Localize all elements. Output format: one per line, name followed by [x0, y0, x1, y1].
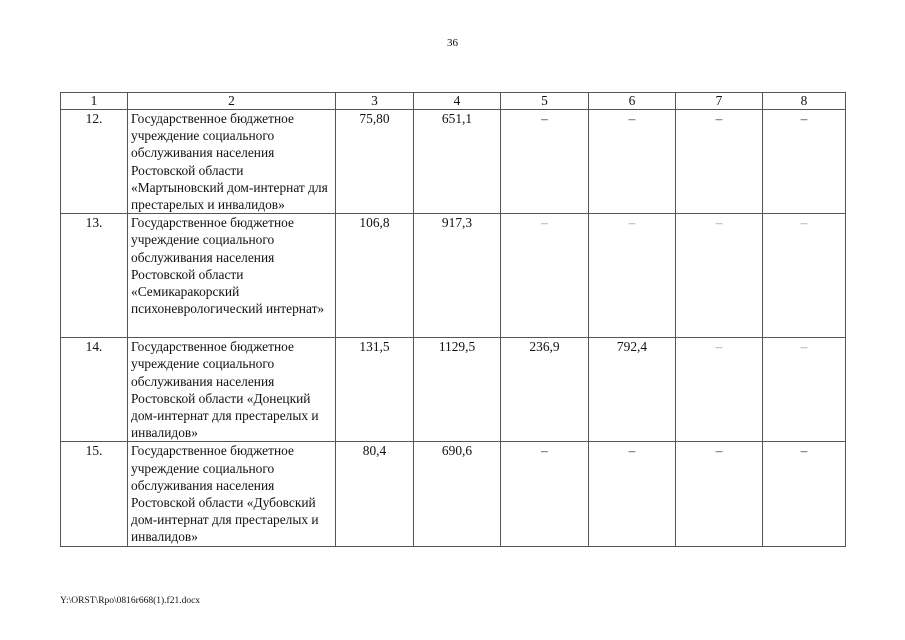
table-row: [61, 338, 846, 442]
column-header: 2: [128, 93, 336, 110]
cell-col6: –: [589, 214, 676, 338]
cell-col4: 690,6: [414, 442, 501, 547]
table-header-row: [61, 93, 846, 110]
cell-col3: 106,8: [336, 214, 414, 338]
column-header: 7: [676, 93, 763, 110]
cell-col8: –: [763, 110, 846, 214]
column-header: 4: [414, 93, 501, 110]
row-number: 14.: [61, 338, 128, 442]
cell-col8: –: [763, 214, 846, 338]
cell-col8: –: [763, 442, 846, 547]
cell-col5: –: [501, 110, 589, 214]
table-row: [61, 214, 846, 338]
cell-col3: 75,80: [336, 110, 414, 214]
page-number: 36: [447, 37, 458, 49]
cell-col5: –: [501, 442, 589, 547]
column-header: 8: [763, 93, 846, 110]
data-table: [60, 92, 846, 547]
cell-col8: –: [763, 338, 846, 442]
cell-col4: 917,3: [414, 214, 501, 338]
institution-name: Государственное бюджетное учреждение социального обслуживания населения Ростовской области «Мартыновский дом-интернат для престарелых и инвалидов»: [128, 110, 336, 214]
table-row: [61, 442, 846, 547]
row-number: 15.: [61, 442, 128, 547]
cell-col5: 236,9: [501, 338, 589, 442]
cell-col5: –: [501, 214, 589, 338]
row-number: 12.: [61, 110, 128, 214]
column-header: 3: [336, 93, 414, 110]
cell-col3: 131,5: [336, 338, 414, 442]
institution-name: Государственное бюджетное учреждение социального обслуживания населения Ростовской области «Дубовский дом-интернат для престарелых и инвалидов»: [128, 442, 336, 547]
cell-col7: –: [676, 110, 763, 214]
cell-col4: 651,1: [414, 110, 501, 214]
cell-col6: 792,4: [589, 338, 676, 442]
cell-col3: 80,4: [336, 442, 414, 547]
cell-col6: –: [589, 442, 676, 547]
row-number: 13.: [61, 214, 128, 338]
footer-file-path: Y:\ORST\Rpo\0816r668(1).f21.docx: [60, 596, 201, 606]
cell-col7: –: [676, 442, 763, 547]
cell-col6: –: [589, 110, 676, 214]
table-row: [61, 110, 846, 214]
institution-name: Государственное бюджетное учреждение социального обслуживания населения Ростовской области «Донецкий дом-интернат для престарелых и инвалидов»: [128, 338, 336, 442]
cell-col7: –: [676, 214, 763, 338]
cell-col4: 1129,5: [414, 338, 501, 442]
column-header: 1: [61, 93, 128, 110]
column-header: 6: [589, 93, 676, 110]
column-header: 5: [501, 93, 589, 110]
institution-name: Государственное бюджетное учреждение социального обслуживания населения Ростовской области «Семикаракорский психоневрологический интернат»: [128, 214, 336, 338]
cell-col7: –: [676, 338, 763, 442]
